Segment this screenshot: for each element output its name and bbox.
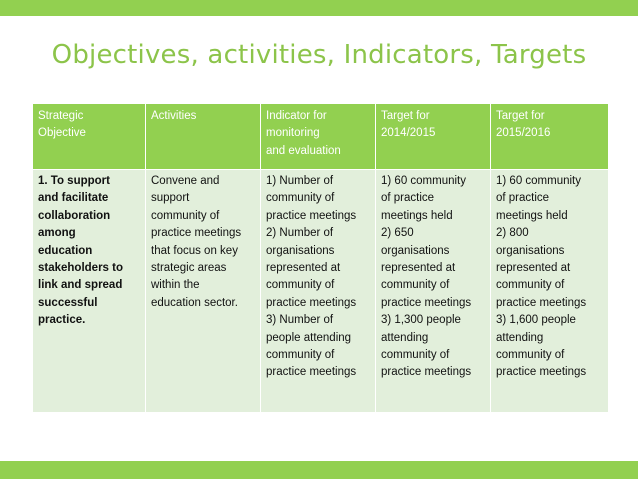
header-target-2015-2016 (491, 104, 609, 170)
cell-strategic-objective (33, 170, 146, 413)
cell-text: 1) 60 community of practice meetings held 2) 800 organisations represented at community of practice meetings 3) 1,600 people attending community of practice meetings (496, 175, 587, 379)
objectives-table (32, 103, 609, 413)
cell-text: 1. To support and facilitate collaboration among education stakeholders to link and spread successful practice. (38, 175, 123, 327)
header-label: Target for 2015/2016 (496, 110, 551, 140)
top-accent-bar (0, 0, 638, 16)
table-header-row (33, 104, 609, 170)
cell-target-2014-2015 (376, 170, 491, 413)
header-label: Activities (151, 110, 197, 122)
cell-text: 1) 60 community of practice meetings held 2) 650 organisations represented at community of practice meetings 3) 1,300 people attending community of practice meetings (381, 175, 472, 379)
header-label: Target for 2014/2015 (381, 110, 436, 140)
cell-target-2015-2016 (491, 170, 609, 413)
cell-activities (146, 170, 261, 413)
slide-title: Objectives, activities, Indicators, Targets (51, 40, 587, 70)
header-label: Strategic Objective (38, 110, 86, 140)
header-label: Indicator for monitoring and evaluation (266, 110, 341, 157)
header-activities (146, 104, 261, 170)
header-target-2014-2015 (376, 104, 491, 170)
header-indicator (261, 104, 376, 170)
cell-text: 1) Number of community of practice meetings 2) Number of organisations represented at community of practice meetings 3) Number of people attending community of practice meetings (266, 175, 357, 379)
header-strategic-objective (33, 104, 146, 170)
table-row (33, 170, 609, 413)
cell-text: Convene and support community of practice meetings that focus on key strategic areas within the education sector. (151, 175, 242, 309)
cell-indicator (261, 170, 376, 413)
bottom-accent-bar (0, 461, 638, 479)
